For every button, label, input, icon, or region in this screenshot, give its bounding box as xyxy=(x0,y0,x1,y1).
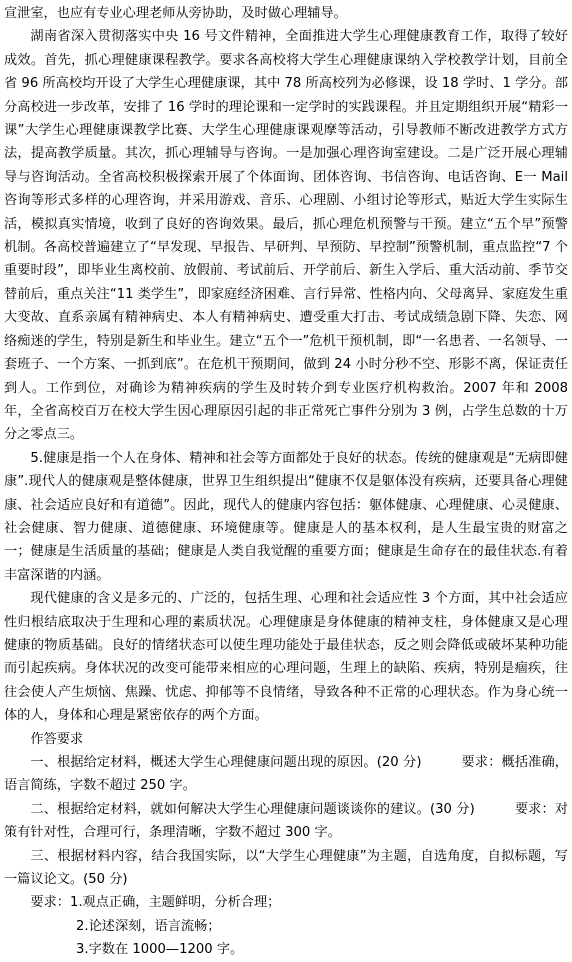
question-1: 一、根据给定材料，概述大学生心理健康问题出现的原因。(20 分) 要求：概括准确，语言简练，字数不超过 250 字。 xyxy=(4,755,568,794)
essay-requirements-label xyxy=(4,891,568,914)
essay-requirement-2: 2.论述深刻，语言流畅； xyxy=(76,918,221,934)
document-page xyxy=(4,2,568,962)
essay-requirement-3: 3.字数在 1000—1200 字。 xyxy=(76,942,244,958)
paragraph-modern-health: 现代健康的含义是多元的、广泛的，包括生理、心理和社会适应性 3 个方面，其中社会适应性归根结底取决于生理和心理的素质状况。心理健康是身体健康的精神支柱，身体健康又是心理健康的物质基础。良好的情绪状态可以使生理功能处于最佳状态，反之则会降低或破坏某种功能而引起疾病。身体状况的改变可能带来相应的心理问题，生理上的缺陷、疾病，特别是痼疾，往往会使人产生烦恼、焦躁、忧虑、抑郁等不良情绪，导致各种不正常的心理状态。作为身心统一体的人，身体和心理是紧密依存的两个方面。 xyxy=(4,591,568,724)
essay-requirements-label-text: 要求： xyxy=(30,895,70,911)
paragraph-continuation: 宣泄室，也应有专业心理老师从旁协助，及时做心理辅导。 xyxy=(4,6,347,21)
question-2: 二、根据给定材料，就如何解决大学生心理健康问题谈谈你的建议。(30 分) 要求：对策有针对性，合理可行，条理清晰，字数不超过 300 字。 xyxy=(4,801,568,841)
paragraph-hunan-practice: 湖南省深入贯彻落实中央 16 号文件精神，全面推进大学生心理健康教育工作，取得了较好成效。首先，抓心理健康课程教学。要求各高校将大学生心理健康课纳入学校教学计划，目前全省 96 所高校均开设了大学生心理健康课，其中 78 所高校列为必修课，设 18 学时、1 学分。部分高校进一步改革，安排了 16 学时的理论课和一定学时的实践课程。并且定期组织开展“精彩一课”大学生心理健康课教学比赛、大学生心理健康课观摩等活动，引导教师不断改进教学方式方法，提高教学质量。其次，抓心理辅导与咨询。一是加强心理咨询室建设。二是广泛开展心理辅导与咨询活动。全省高校积极探索开展了个体面询、团体咨询、书信咨询、电话咨询、E一 Mail 咨询等形式多样的心理咨询，并采用游戏、音乐、心理剧、小组讨论等形式，贴近大学生实际生活，模拟真实情境，收到了良好的咨询效果。最后，抓心理危机预警与干预。建立“五个早”预警机制。各高校普遍建立了“早发现、早报告、早研判、早预防、早控制”预警机制，重点监控“7 个重要时段”，即毕业生离校前、放假前、考试前后、开学前后、新生入学后、重大活动前、季节交替前后，重点关注“11 类学生”，即家庭经济困难、言行异常、性格内向、父母离异、家庭发生重大变故、直系亲属有精神病史、本人有精神病史、遭受重大打击、考试成绩急剧下降、失恋、网络痴迷的学生，特别是新生和毕业生。建立“五个一”危机干预机制，即“一名患者、一名领导、一套班子、一个方案、一抓到底”。在危机干预期间，做到 24 小时分秒不空、形影不离，保证责任到人。工作到位，对确诊为精神疾病的学生及时转介到专业医疗机构救治。2007 年和 2008 年，全省高校百万在校大学生因心理原因引起的非正常死亡事件分别为 3 例，占学生总数的十万分之零点三。 xyxy=(4,29,568,443)
requirements-title: 作答要求 xyxy=(30,731,84,747)
paragraph-health-definition: 5.健康是指一个人在身体、精神和社会等方面都处于良好的状态。传统的健康观是“无病即健康”.现代人的健康观是整体健康，世界卫生组织提出“健康不仅是躯体没有疾病，还要具备心理健康、社会适应良好和有道德”。因此，现代人的健康内容包括：躯体健康、心理健康、心灵健康、社会健康、智力健康、道德健康、环境健康等。健康是人的基本权利，是人生最宝贵的财富之一；健康是生活质量的基础；健康是人类自我觉醒的重要方面；健康是生命存在的最佳状态.有着丰富深谐的内涵。 xyxy=(4,450,568,583)
essay-requirement-1: 1.观点正确，主题鲜明，分析合理； xyxy=(69,895,281,911)
question-3: 三、根据材料内容，结合我国实际，以“大学生心理健康”为主题，自选角度，自拟标题，写一篇议论文。(50 分) xyxy=(4,848,568,888)
